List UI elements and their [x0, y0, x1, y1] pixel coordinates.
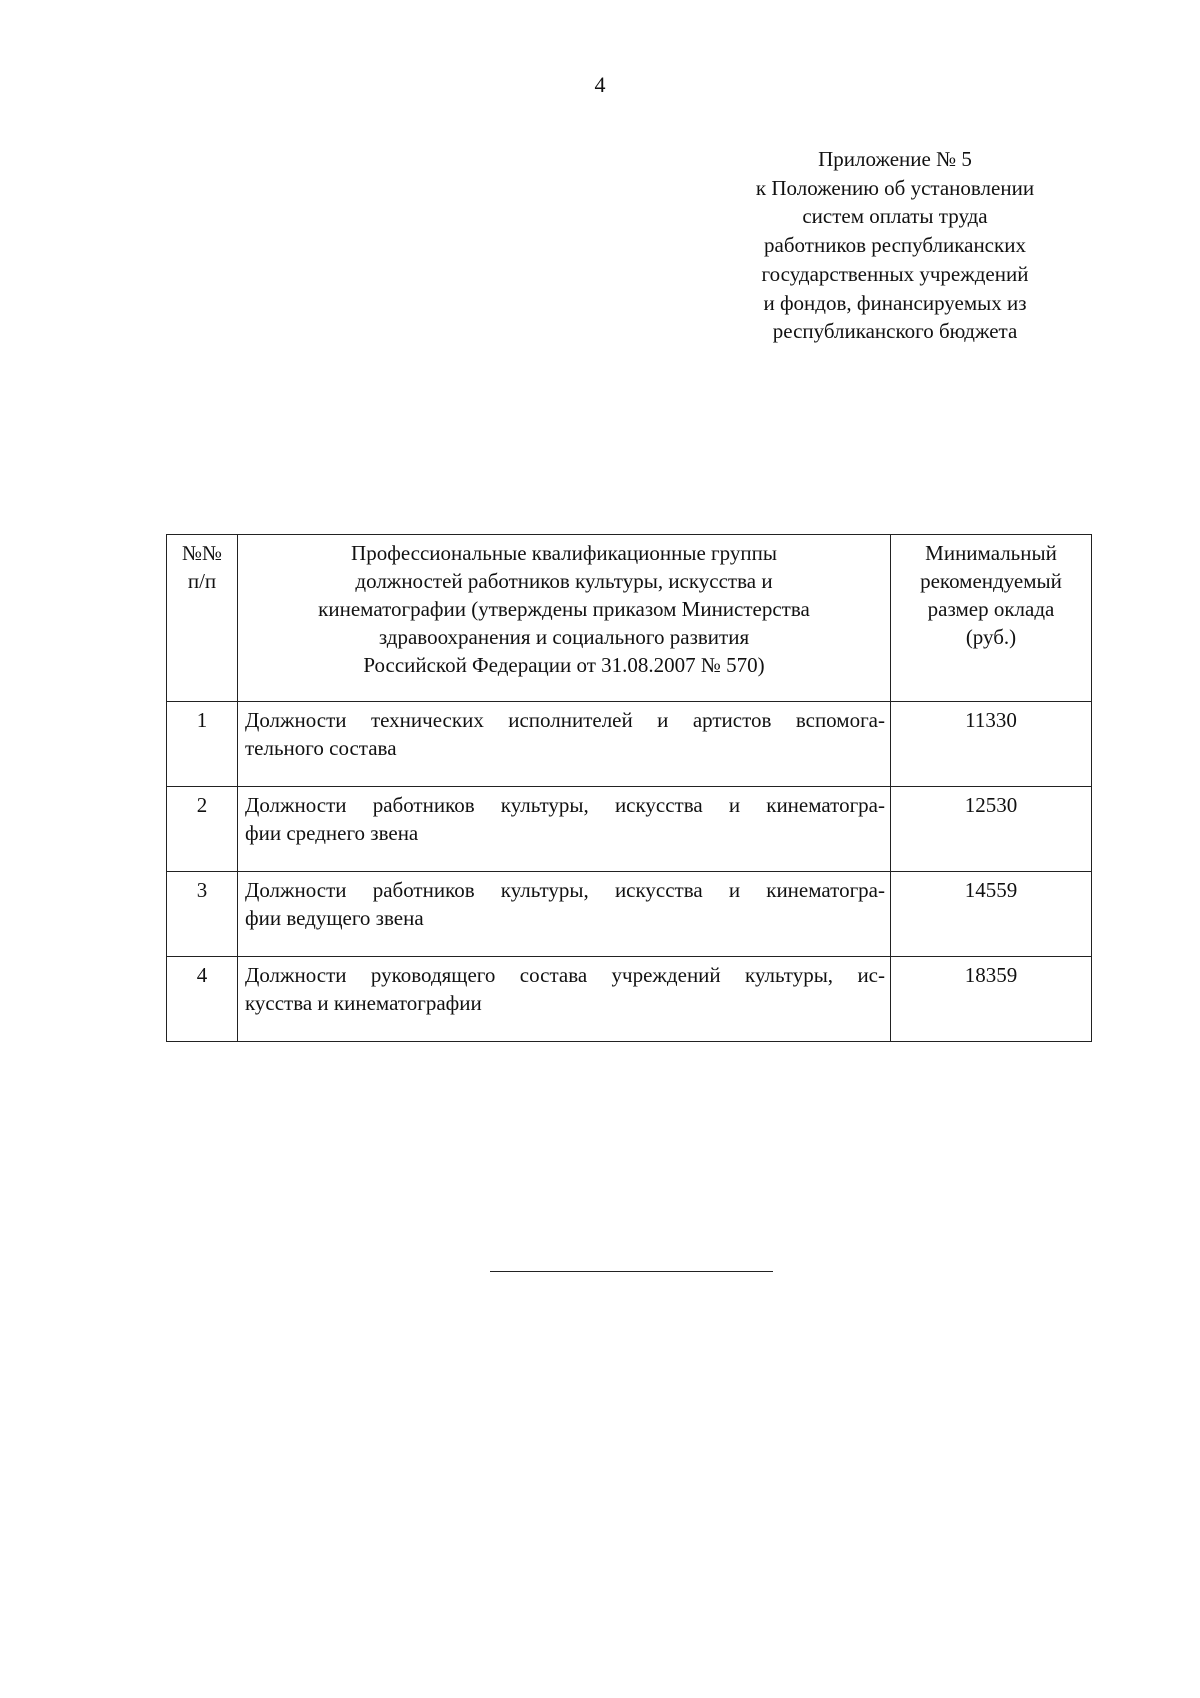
row-number-cell [167, 872, 238, 957]
header-groups-line: кинематографии (утверждены приказом Министерства [318, 597, 810, 621]
row-salary: 18359 [964, 963, 1018, 987]
row-salary-cell [891, 957, 1092, 1042]
row-name-cell [238, 872, 891, 957]
closing-rule-divider [490, 1271, 773, 1272]
header-groups-line: Российской Федерации от 31.08.2007 № 570) [363, 653, 765, 677]
annex-line: государственных учреждений [761, 261, 1029, 286]
table-row [167, 872, 1092, 957]
row-name-line: кусства и кинематографии [245, 991, 482, 1015]
annex-line: систем оплаты труда [802, 204, 988, 229]
row-name-line: Должности работников культуры, искусства и кинематогра- [245, 793, 885, 817]
header-groups-line: Профессиональные квалификационные группы [351, 541, 777, 565]
row-name-cell [238, 702, 891, 787]
row-salary-cell [891, 872, 1092, 957]
header-salary-line: размер оклада [927, 597, 1055, 621]
header-salary-line: (руб.) [965, 625, 1017, 649]
header-groups [238, 535, 891, 702]
annex-line: к Положению об установлении [755, 175, 1035, 200]
table-row [167, 702, 1092, 787]
row-number: 2 [196, 793, 208, 817]
salary-table [166, 534, 1092, 1042]
table-row [167, 787, 1092, 872]
header-groups-line: здравоохранения и социального развития [378, 625, 750, 649]
header-number-line: №№ [181, 541, 223, 565]
row-salary-cell [891, 787, 1092, 872]
header-number [167, 535, 238, 702]
row-number: 1 [196, 708, 208, 732]
row-salary: 11330 [965, 708, 1017, 732]
row-name-line: фии среднего звена [245, 821, 419, 845]
annex-heading [690, 145, 1100, 346]
row-name-line: Должности работников культуры, искусства и кинематогра- [245, 878, 885, 902]
header-groups-line: должностей работников культуры, искусства и [355, 569, 773, 593]
row-name-line: Должности руководящего состава учреждений культуры, ис- [245, 963, 885, 987]
header-salary-line: Минимальный [925, 541, 1057, 565]
row-number: 4 [196, 963, 208, 987]
header-salary [891, 535, 1092, 702]
annex-line: работников республиканских [764, 233, 1026, 258]
annex-line: республиканского бюджета [772, 319, 1018, 344]
row-salary: 12530 [964, 793, 1018, 817]
annex-line: Приложение № 5 [818, 147, 972, 171]
row-number-cell [167, 787, 238, 872]
row-name-line: Должности технических исполнителей и артистов вспомога- [245, 708, 885, 732]
row-salary-cell [891, 702, 1092, 787]
row-name-line: тельного состава [245, 736, 397, 760]
row-salary: 14559 [964, 878, 1018, 902]
row-number-cell [167, 702, 238, 787]
page-number: 4 [594, 72, 606, 97]
annex-line: и фондов, финансируемых из [763, 290, 1027, 315]
table-header-row [167, 535, 1092, 702]
table-row [167, 957, 1092, 1042]
row-number-cell [167, 957, 238, 1042]
row-name-line: фии ведущего звена [245, 906, 424, 930]
header-number-line: п/п [187, 569, 217, 593]
row-name-cell [238, 957, 891, 1042]
header-salary-line: рекомендуемый [920, 569, 1062, 593]
row-name-cell [238, 787, 891, 872]
row-number: 3 [196, 878, 208, 902]
